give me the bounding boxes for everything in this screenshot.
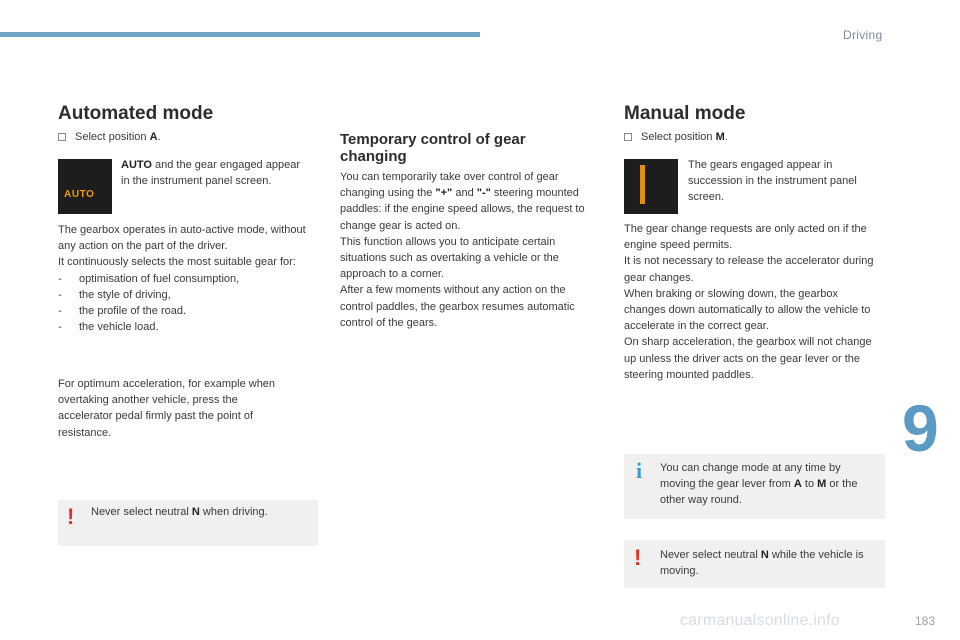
list-item: - the profile of the road. — [58, 303, 308, 319]
manual-warning-text: Never select neutral N while the vehicle is moving. — [660, 549, 864, 578]
manual-para-4: On sharp acceleration, the gearbox will not change up unless the driver acts on the gear lever or the steering mounted paddles. — [624, 336, 872, 381]
warning-icon: ! — [67, 504, 75, 529]
automated-body — [58, 222, 308, 335]
manual-info-text: You can change mode at any time by moving the gear lever from A to M or the other way round. — [660, 462, 858, 507]
temporary-para-2: This function allows you to anticipate certain situations such as overtaking a vehicle or the approach to a corner. — [340, 235, 559, 281]
automated-warning-note — [58, 500, 318, 546]
page-number: 183 — [915, 614, 936, 628]
header-accent-bar — [0, 32, 480, 37]
manual-warning-note — [624, 540, 885, 588]
manual-body — [624, 221, 882, 383]
manual-para-2: It is not necessary to release the accelerator during gear changes. — [624, 255, 874, 284]
list-item: - the style of driving, — [58, 287, 308, 303]
auto-indicator-description: AUTO and the gear engaged appear in the instrument panel screen. — [121, 159, 300, 188]
warning-icon: ! — [634, 545, 642, 570]
checkbox-bullet-icon — [624, 133, 632, 141]
list-item: - the vehicle load. — [58, 319, 308, 335]
temporary-control-heading: Temporary control of gear changing — [340, 131, 526, 165]
checkbox-bullet-icon — [58, 133, 66, 141]
temporary-control-body — [340, 169, 588, 331]
auto-indicator-display — [58, 159, 112, 214]
automated-bullet: Select position A. — [58, 129, 161, 145]
manual-para-3: When braking or slowing down, the gearbox changes down automatically to allow the vehicle to accelerate in the correct gear. — [624, 287, 871, 333]
manual-info-note — [624, 454, 885, 519]
gear-indicator-bar — [640, 165, 645, 204]
manual-para-1: The gear change requests are only acted on if the engine speed permits. — [624, 223, 867, 252]
info-icon: i — [636, 458, 643, 483]
automated-list — [58, 271, 308, 336]
section-title: Driving — [843, 28, 883, 42]
temporary-para-1: You can temporarily take over control of gear changing using the "+" and "-" steering mounted paddles: if the engine speed allows, the request to change gear is acted on. — [340, 171, 585, 232]
automated-para-2: It continuously selects the most suitable gear for: — [58, 256, 296, 269]
automated-para-3: For optimum acceleration, for example when overtaking another vehicle, press the accelerator pedal firmly past the point of resistance. — [58, 378, 276, 439]
automated-warning-text: Never select neutral N when driving. — [91, 506, 268, 518]
automated-mode-heading: Automated mode — [58, 103, 214, 124]
manual-mode-heading: Manual mode — [624, 103, 746, 124]
automated-para-1: The gearbox operates in auto-active mode, without any action on the part of the driver. — [58, 224, 306, 253]
list-item: - optimisation of fuel consumption, — [58, 271, 308, 287]
manual-indicator-display — [624, 159, 678, 214]
temporary-para-3: After a few moments without any action on the control paddles, the gearbox resumes automatic control of the gears. — [340, 284, 575, 329]
chapter-number: 9 — [902, 391, 939, 465]
manual-bullet: Select position M. — [624, 129, 728, 145]
auto-indicator-label: AUTO — [64, 189, 95, 200]
watermark: carmanualsonline.info — [680, 612, 840, 629]
manual-indicator-description: The gears engaged appear in succession in the instrument panel screen. — [688, 159, 857, 204]
